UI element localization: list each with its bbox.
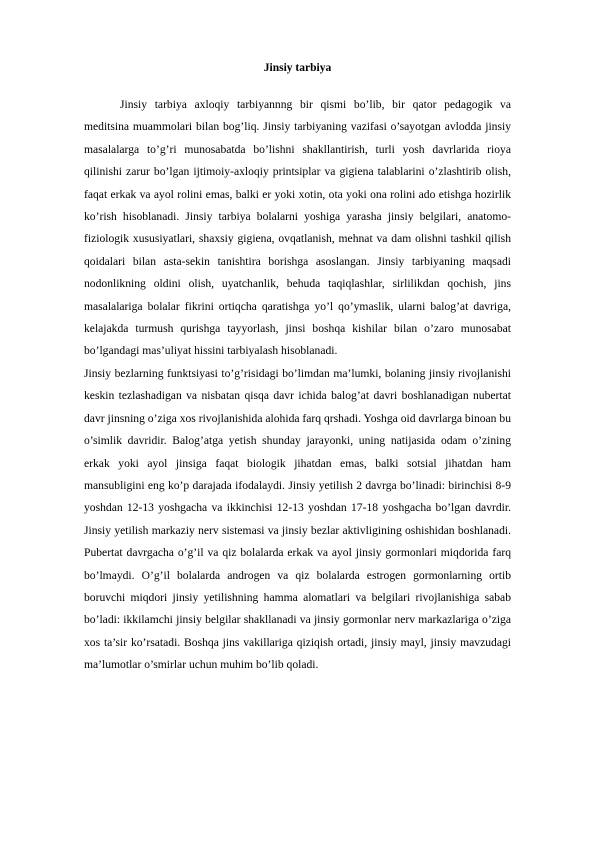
document-page — [84, 60, 511, 677]
paragraph-2: Jinsiy bezlarning funktsiyasi to’g’risidagi bo’limdan ma’lumki, bolaning jinsiy rivojlanishi keskin tezlashadigan va nisbatan qisqa davr ichida balog’at davri boshlanadigan nubertat davr jinsning o’ziga xos rivojlanishida alohida farq qrshadi. Yoshga oid davrlarga binoan bu o’simlik davridir. Balog’atga yetish shunday jarayonki, uning natijasida odam o’zining erkak yoki ayol jinsiga faqat biologik jihatdan emas, balki sotsial jihatdan ham mansubligini eng ko’p darajada ifodalaydi. Jinsiy yetilish 2 davrga bo’linadi: birinchisi 8-9 yoshdan 12-13 yoshgacha va ikkinchisi 12-13 yoshdan 17-18 yoshgacha bo’lgan davrdir. Jinsiy yetilish markaziy nerv sistemasi va jinsiy bezlar aktivligining oshishidan boshlanadi. Pubertat davrgacha o’g’il va qiz bolalarda erkak va ayol jinsiy gormonlari miqdorida farq bo’lmaydi. O’g’il bolalarda androgen va qiz bolalarda estrogen gormonlarning ortib boruvchi miqdori jinsiy yetilishning hamma alomatlari va belgilari rivojlanishiga sabab bo’ladi: ikkilamchi jinsiy belgilar shakllanadi va jinsiy gormonlar nerv markazlariga o’ziga xos ta’sir ko’rsatadi. Boshqa jins vakillariga qiziqish ortadi, jinsiy mayl, jinsiy mavzudagi ma’lumotlar o’smirlar uchun muhim bo’lib qoladi. — [84, 366, 511, 672]
paragraph-1: Jinsiy tarbiya axloqiy tarbiyannng bir qismi bo’lib, bir qator pedagogik va meditsina muammolari bilan bog’liq. Jinsiy tarbiyaning vazifasi o’sayotgan avlodda jinsiy masalalarga to’g’ri munosabatda bo’lishni shakllantirish, turli yosh davrlarida rioya qilinishi zarur bo’lgan ijtimoiy-axloqiy printsiplar va gigiena talablarini o’zlashtirib olish, faqat erkak va ayol rolini emas, balki er yoki xotin, ota yoki ona rolini ado etishga hozirlik ko’rish hisoblanadi. Jinsiy tarbiya bolalarni yoshiga yarasha jinsiy belgilari, anatomo-fiziologik xususiyatlari, shaxsiy gigiena, ovqatlanish, mehnat va dam olishni tashkil qilish qoidalari bilan asta-sekin tanishtira borishga asoslangan. Jinsiy tarbiyaning maqsadi nodonlikning oldini olish, uyatchanlik, behuda taqiqlashlar, sirlilikdan qochish, jins masalalariga bolalar fikrini ortiqcha qaratishga yo’l qo’ymaslik, ularni balog’at davriga, kelajakda turmush qurishga tayyorlash, jinsi boshqa kishilar bilan o’zaro munosabat bo’lgandagi mas’uliyat hissini tarbiyalash hisoblanadi. — [84, 98, 511, 358]
document-title: Jinsiy tarbiya — [263, 62, 332, 74]
